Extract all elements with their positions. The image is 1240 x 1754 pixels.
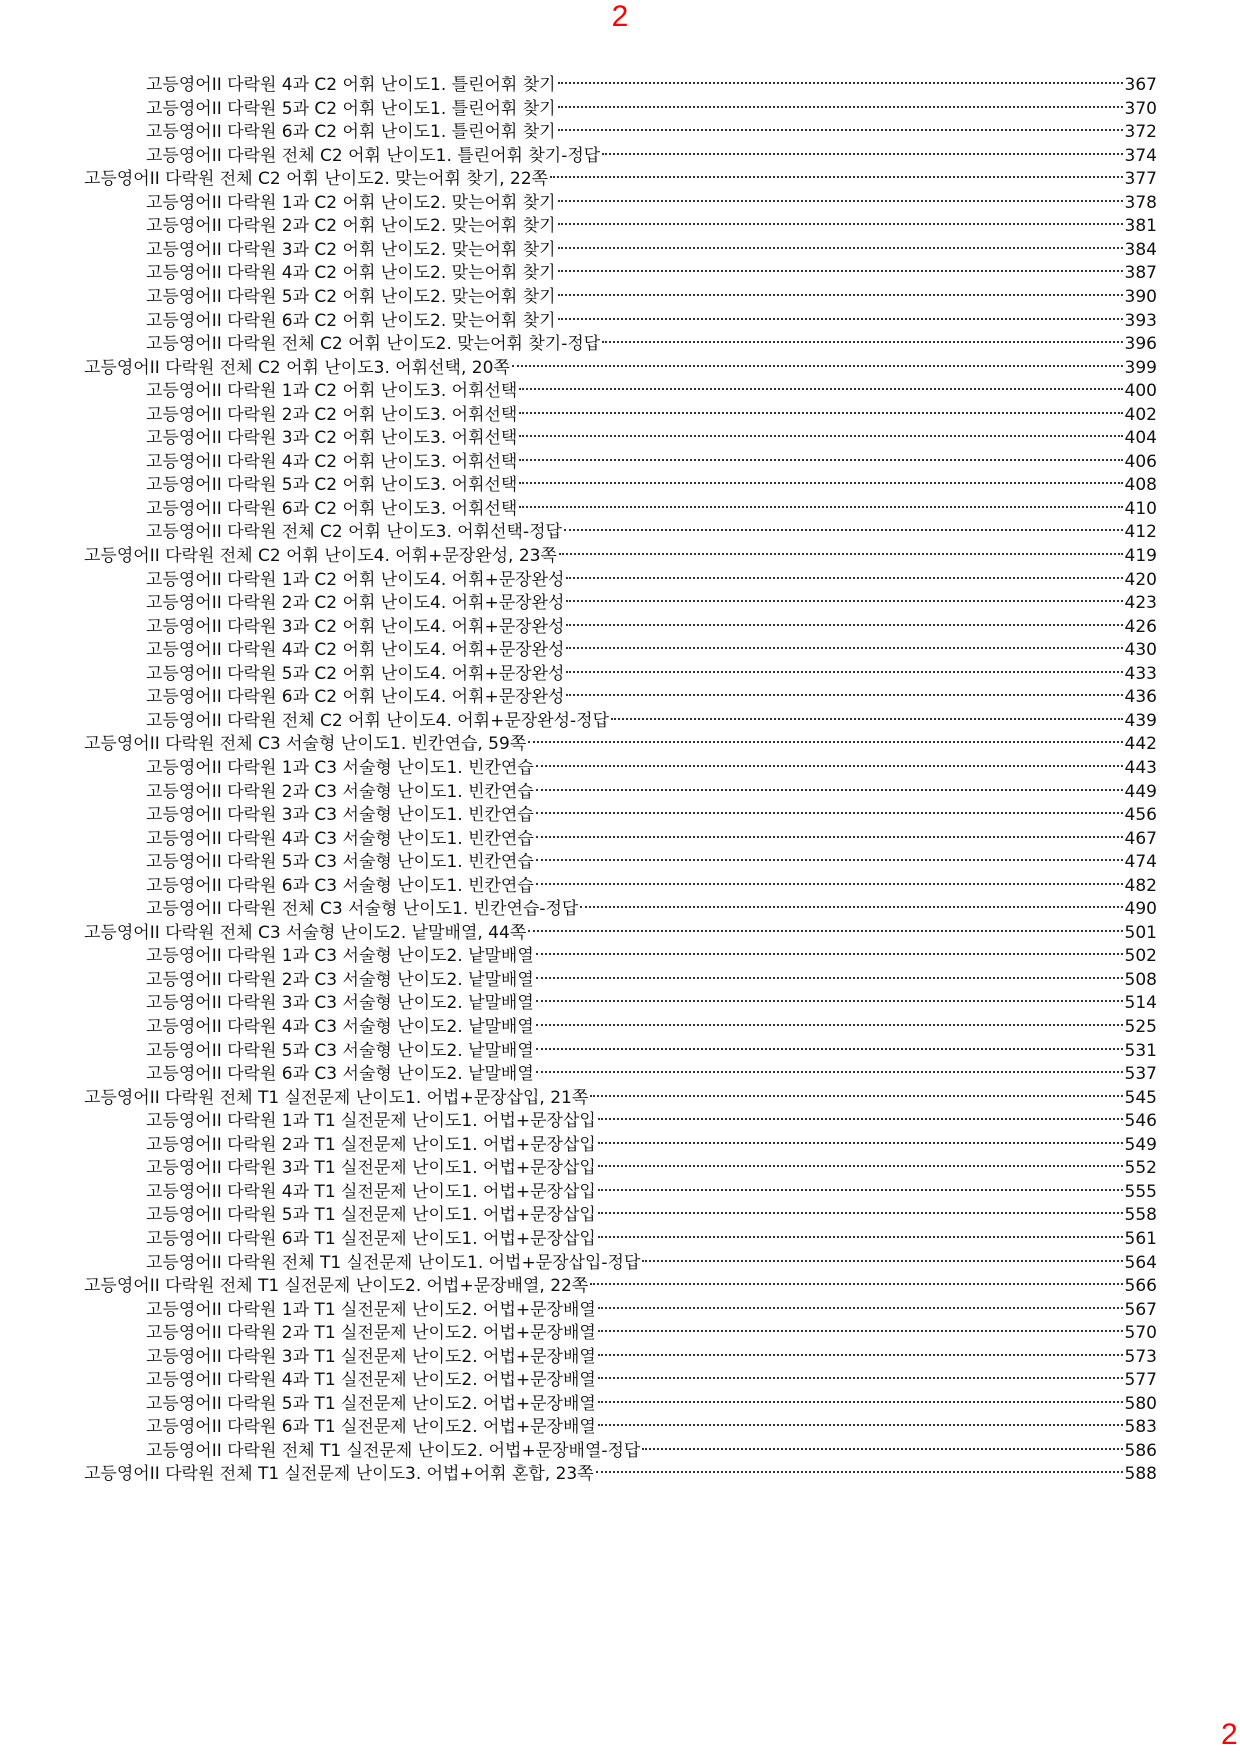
toc-entry[interactable] <box>146 779 1157 805</box>
toc-entry-title: 고등영어II 다락원 전체 C2 어휘 난이도1. 틀린어휘 찾기-정답 <box>146 145 601 166</box>
toc-entry-page-number: 564 <box>1124 1252 1157 1273</box>
toc-entry[interactable] <box>84 1461 1157 1487</box>
toc-entry[interactable] <box>146 826 1157 852</box>
toc-entry-page-number: 456 <box>1124 805 1157 826</box>
toc-entry-title: 고등영어II 다락원 5과 C3 서술형 난이도1. 빈칸연습 <box>146 852 534 873</box>
toc-entry[interactable] <box>146 378 1157 404</box>
toc-entry-title: 고등영어II 다락원 6과 C2 어휘 난이도4. 어휘+문장완성 <box>146 687 565 708</box>
toc-dot-leader <box>558 82 1123 84</box>
toc-entry-page-number: 502 <box>1124 946 1157 967</box>
toc-entry[interactable] <box>146 755 1157 781</box>
toc-entry-page-number: 406 <box>1124 451 1157 472</box>
toc-entry[interactable] <box>146 331 1157 357</box>
toc-entry-page-number: 430 <box>1124 640 1157 661</box>
toc-entry-title: 고등영어II 다락원 전체 T1 실전문제 난이도1. 어법+문장삽입, 21쪽 <box>84 1087 589 1108</box>
toc-entry-title: 고등영어II 다락원 5과 C3 서술형 난이도2. 낱말배열 <box>146 1040 534 1061</box>
toc-dot-leader <box>642 1448 1122 1450</box>
toc-entry-page-number: 400 <box>1124 381 1157 402</box>
toc-entry-page-number: 525 <box>1124 1017 1157 1037</box>
toc-entry[interactable] <box>146 425 1157 451</box>
toc-entry-title: 고등영어II 다락원 5과 C2 어휘 난이도2. 맞는어휘 찾기 <box>146 286 556 307</box>
toc-entry[interactable] <box>146 72 1157 98</box>
toc-entry-page-number: 396 <box>1124 334 1157 355</box>
toc-entry-page-number: 442 <box>1124 734 1157 755</box>
toc-dot-leader <box>598 1354 1123 1356</box>
toc-entry-page-number: 399 <box>1124 357 1157 378</box>
toc-entry[interactable] <box>84 1085 1157 1111</box>
toc-entry[interactable] <box>146 590 1157 616</box>
toc-entry[interactable] <box>146 849 1157 875</box>
toc-dot-leader <box>598 1189 1123 1191</box>
toc-entry-page-number: 367 <box>1124 75 1157 95</box>
toc-entry[interactable] <box>146 1132 1157 1158</box>
toc-entry[interactable] <box>84 355 1157 381</box>
toc-entry-title: 고등영어II 다락원 2과 C2 어휘 난이도4. 어휘+문장완성 <box>146 593 565 614</box>
toc-dot-leader <box>598 1236 1123 1238</box>
toc-entry[interactable] <box>84 920 1157 946</box>
toc-entry-title: 고등영어II 다락원 3과 C2 어휘 난이도3. 어휘선택 <box>146 428 518 449</box>
toc-entry[interactable] <box>146 1297 1157 1323</box>
toc-dot-leader <box>559 553 1123 555</box>
toc-dot-leader <box>558 294 1123 296</box>
toc-entry-page-number: 583 <box>1124 1417 1157 1438</box>
toc-entry-page-number: 573 <box>1124 1346 1157 1367</box>
toc-dot-leader <box>536 836 1123 838</box>
toc-entry[interactable] <box>146 967 1157 993</box>
toc-dot-leader <box>602 341 1122 343</box>
toc-entry-page-number: 423 <box>1124 593 1157 614</box>
toc-entry-page-number: 377 <box>1124 169 1157 190</box>
toc-entry-page-number: 426 <box>1124 616 1157 637</box>
toc-dot-leader <box>519 482 1122 484</box>
toc-entry-title: 고등영어II 다락원 3과 C2 어휘 난이도4. 어휘+문장완성 <box>146 616 565 637</box>
toc-dot-leader <box>596 1471 1123 1473</box>
toc-entry-page-number: 378 <box>1124 192 1157 213</box>
toc-entry-title: 고등영어II 다락원 전체 T1 실전문제 난이도3. 어법+어휘 혼합, 23쪽 <box>84 1464 594 1485</box>
toc-entry-page-number: 390 <box>1124 286 1157 307</box>
toc-entry-page-number: 439 <box>1124 710 1157 731</box>
toc-dot-leader <box>598 1118 1123 1120</box>
toc-entry[interactable] <box>146 614 1157 640</box>
toc-entry[interactable] <box>146 190 1157 216</box>
toc-entry-title: 고등영어II 다락원 2과 C3 서술형 난이도1. 빈칸연습 <box>146 781 534 802</box>
toc-dot-leader <box>536 765 1123 767</box>
toc-entry-title: 고등영어II 다락원 1과 T1 실전문제 난이도1. 어법+문장삽입 <box>146 1111 596 1132</box>
toc-entry-title: 고등영어II 다락원 3과 C3 서술형 난이도1. 빈칸연습 <box>146 805 534 826</box>
toc-entry-title: 고등영어II 다락원 1과 C2 어휘 난이도3. 어휘선택 <box>146 381 518 402</box>
toc-dot-leader <box>536 1071 1123 1073</box>
toc-entry-page-number: 387 <box>1124 263 1157 284</box>
toc-entry[interactable] <box>84 543 1157 569</box>
toc-entry-page-number: 546 <box>1124 1111 1157 1132</box>
toc-entry[interactable] <box>146 990 1157 1016</box>
toc-entry-title: 고등영어II 다락원 2과 C3 서술형 난이도2. 낱말배열 <box>146 969 534 990</box>
toc-entry-title: 고등영어II 다락원 전체 C2 어휘 난이도3. 어휘선택-정답 <box>146 522 562 543</box>
toc-entry[interactable] <box>146 1438 1157 1464</box>
toc-entry-title: 고등영어II 다락원 1과 C2 어휘 난이도2. 맞는어휘 찾기 <box>146 192 556 213</box>
toc-entry-page-number: 501 <box>1124 922 1157 943</box>
toc-dot-leader <box>519 459 1122 461</box>
toc-entry[interactable] <box>146 1226 1157 1252</box>
toc-entry-page-number: 370 <box>1124 98 1157 119</box>
toc-dot-leader <box>598 1212 1123 1214</box>
toc-entry-title: 고등영어II 다락원 1과 T1 실전문제 난이도2. 어법+문장배열 <box>146 1299 596 1320</box>
footer-page-number: 2 <box>1221 1718 1238 1751</box>
toc-entry-title: 고등영어II 다락원 전체 C3 서술형 난이도1. 빈칸연습, 59쪽 <box>84 734 527 755</box>
toc-entry-title: 고등영어II 다락원 4과 C2 어휘 난이도3. 어휘선택 <box>146 451 518 472</box>
toc-entry-title: 고등영어II 다락원 5과 T1 실전문제 난이도1. 어법+문장삽입 <box>146 1205 596 1226</box>
toc-entry-page-number: 433 <box>1124 663 1157 684</box>
toc-entry-title: 고등영어II 다락원 3과 T1 실전문제 난이도1. 어법+문장삽입 <box>146 1158 596 1179</box>
toc-entry-page-number: 412 <box>1124 522 1157 543</box>
toc-dot-leader <box>598 1165 1123 1167</box>
toc-entry-title: 고등영어II 다락원 4과 C2 어휘 난이도2. 맞는어휘 찾기 <box>146 263 556 284</box>
toc-entry[interactable] <box>146 1250 1157 1276</box>
toc-entry-title: 고등영어II 다락원 전체 C3 서술형 난이도2. 낱말배열, 44쪽 <box>84 922 527 943</box>
toc-entry-page-number: 555 <box>1124 1181 1157 1202</box>
toc-dot-leader <box>519 412 1122 414</box>
toc-dot-leader <box>550 176 1122 178</box>
toc-entry[interactable] <box>146 1344 1157 1370</box>
toc-entry[interactable] <box>146 637 1157 663</box>
toc-entry-page-number: 580 <box>1124 1393 1157 1414</box>
toc-entry[interactable] <box>84 1273 1157 1299</box>
toc-entry-title: 고등영어II 다락원 6과 C3 서술형 난이도1. 빈칸연습 <box>146 875 534 896</box>
toc-entry-title: 고등영어II 다락원 4과 C3 서술형 난이도2. 낱말배열 <box>146 1017 534 1037</box>
toc-dot-leader <box>536 953 1123 955</box>
toc-entry[interactable] <box>84 731 1157 757</box>
toc-entry-page-number: 490 <box>1124 899 1157 920</box>
toc-dot-leader <box>558 270 1123 272</box>
toc-dot-leader <box>536 1048 1123 1050</box>
toc-entry-page-number: 482 <box>1124 875 1157 896</box>
toc-entry-page-number: 566 <box>1124 1276 1157 1297</box>
toc-entry-page-number: 419 <box>1124 546 1157 566</box>
toc-entry-title: 고등영어II 다락원 1과 C3 서술형 난이도2. 낱말배열 <box>146 946 534 967</box>
toc-dot-leader <box>558 106 1123 108</box>
header-page-number: 2 <box>611 0 629 33</box>
toc-entry-page-number: 570 <box>1124 1323 1157 1344</box>
toc-dot-leader <box>642 1260 1122 1262</box>
toc-entry[interactable] <box>146 284 1157 310</box>
toc-entry[interactable] <box>146 1320 1157 1346</box>
toc-entry[interactable] <box>146 873 1157 899</box>
toc-dot-leader <box>558 223 1123 225</box>
toc-entry[interactable] <box>146 1108 1157 1134</box>
toc-entry-title: 고등영어II 다락원 4과 C2 어휘 난이도1. 틀린어휘 찾기 <box>146 75 556 95</box>
toc-dot-leader <box>528 741 1122 743</box>
toc-entry-page-number: 558 <box>1124 1205 1157 1226</box>
toc-entry[interactable] <box>146 684 1157 710</box>
toc-entry-title: 고등영어II 다락원 5과 C2 어휘 난이도3. 어휘선택 <box>146 475 518 496</box>
toc-dot-leader <box>566 647 1122 649</box>
toc-dot-leader <box>536 812 1123 814</box>
toc-entry-page-number: 474 <box>1124 852 1157 873</box>
toc-entry-title: 고등영어II 다락원 전체 T1 실전문제 난이도2. 어법+문장배열, 22쪽 <box>84 1276 589 1297</box>
toc-entry-page-number: 381 <box>1124 216 1157 237</box>
toc-entry[interactable] <box>146 1038 1157 1064</box>
toc-entry-page-number: 561 <box>1124 1228 1157 1249</box>
toc-entry-page-number: 531 <box>1124 1040 1157 1061</box>
toc-entry-title: 고등영어II 다락원 3과 T1 실전문제 난이도2. 어법+문장배열 <box>146 1346 596 1367</box>
toc-entry[interactable] <box>146 1367 1157 1393</box>
toc-entry-page-number: 384 <box>1124 239 1157 260</box>
toc-entry[interactable] <box>146 896 1157 922</box>
toc-entry-page-number: 449 <box>1124 781 1157 802</box>
toc-entry-title: 고등영어II 다락원 전체 T1 실전문제 난이도2. 어법+문장배열-정답 <box>146 1440 641 1461</box>
toc-entry-page-number: 567 <box>1124 1299 1157 1320</box>
toc-dot-leader <box>512 365 1123 367</box>
toc-entry-page-number: 514 <box>1124 993 1157 1014</box>
toc-dot-leader <box>566 671 1122 673</box>
toc-entry-title: 고등영어II 다락원 4과 T1 실전문제 난이도2. 어법+문장배열 <box>146 1370 596 1391</box>
toc-entry-title: 고등영어II 다락원 전체 T1 실전문제 난이도1. 어법+문장삽입-정답 <box>146 1252 641 1273</box>
toc-entry-title: 고등영어II 다락원 전체 C3 서술형 난이도1. 빈칸연습-정답 <box>146 899 579 920</box>
toc-entry-page-number: 537 <box>1124 1064 1157 1085</box>
toc-entry-page-number: 402 <box>1124 404 1157 425</box>
toc-entry-page-number: 549 <box>1124 1134 1157 1155</box>
toc-entry-page-number: 372 <box>1124 122 1157 143</box>
toc-entry-page-number: 410 <box>1124 498 1157 519</box>
toc-entry[interactable] <box>146 308 1157 334</box>
toc-entry-title: 고등영어II 다락원 3과 C3 서술형 난이도2. 낱말배열 <box>146 993 534 1014</box>
toc-dot-leader <box>602 153 1122 155</box>
toc-dot-leader <box>598 1142 1123 1144</box>
toc-entry-page-number: 552 <box>1124 1158 1157 1179</box>
toc-entry[interactable] <box>146 1179 1157 1205</box>
toc-entry-title: 고등영어II 다락원 4과 C2 어휘 난이도4. 어휘+문장완성 <box>146 640 565 661</box>
toc-entry[interactable] <box>146 519 1157 545</box>
toc-dot-leader <box>566 577 1122 579</box>
toc-dot-leader <box>536 789 1123 791</box>
toc-dot-leader <box>528 930 1122 932</box>
toc-entry-title: 고등영어II 다락원 2과 T1 실전문제 난이도1. 어법+문장삽입 <box>146 1134 596 1155</box>
toc-entry-title: 고등영어II 다락원 1과 C2 어휘 난이도4. 어휘+문장완성 <box>146 569 565 590</box>
toc-entry-title: 고등영어II 다락원 전체 C2 어휘 난이도2. 맞는어휘 찾기, 22쪽 <box>84 169 549 190</box>
toc-entry[interactable] <box>146 260 1157 286</box>
toc-entry[interactable] <box>146 1155 1157 1181</box>
toc-entry[interactable] <box>146 402 1157 428</box>
toc-entry-page-number: 588 <box>1124 1464 1157 1485</box>
toc-dot-leader <box>536 1000 1123 1002</box>
toc-entry-title: 고등영어II 다락원 6과 C2 어휘 난이도1. 틀린어휘 찾기 <box>146 122 556 143</box>
toc-entry-title: 고등영어II 다락원 6과 C3 서술형 난이도2. 낱말배열 <box>146 1064 534 1085</box>
toc-entry-title: 고등영어II 다락원 6과 C2 어휘 난이도3. 어휘선택 <box>146 498 518 519</box>
toc-entry[interactable] <box>146 708 1157 734</box>
toc-entry-title: 고등영어II 다락원 2과 C2 어휘 난이도2. 맞는어휘 찾기 <box>146 216 556 237</box>
toc-entry-page-number: 545 <box>1124 1087 1157 1108</box>
toc-entry[interactable] <box>146 943 1157 969</box>
toc-dot-leader <box>564 529 1123 531</box>
toc-entry[interactable] <box>84 166 1157 192</box>
toc-entry[interactable] <box>146 802 1157 828</box>
toc-dot-leader <box>580 906 1122 908</box>
toc-dot-leader <box>590 1095 1122 1097</box>
toc-entry-page-number: 408 <box>1124 475 1157 496</box>
toc-entry-title: 고등영어II 다락원 5과 C2 어휘 난이도4. 어휘+문장완성 <box>146 663 565 684</box>
toc-entry-page-number: 577 <box>1124 1370 1157 1391</box>
toc-entry-title: 고등영어II 다락원 전체 C2 어휘 난이도4. 어휘+문장완성-정답 <box>146 710 610 731</box>
toc-entry[interactable] <box>146 119 1157 145</box>
toc-dot-leader <box>590 1283 1122 1285</box>
toc-entry-page-number: 404 <box>1124 428 1157 449</box>
toc-entry[interactable] <box>146 1414 1157 1440</box>
toc-entry-title: 고등영어II 다락원 2과 T1 실전문제 난이도2. 어법+문장배열 <box>146 1323 596 1344</box>
toc-entry-title: 고등영어II 다락원 6과 C2 어휘 난이도2. 맞는어휘 찾기 <box>146 310 556 331</box>
toc-entry-title: 고등영어II 다락원 3과 C2 어휘 난이도2. 맞는어휘 찾기 <box>146 239 556 260</box>
toc-entry[interactable] <box>146 237 1157 263</box>
toc-dot-leader <box>519 435 1122 437</box>
toc-dot-leader <box>598 1424 1123 1426</box>
toc-dot-leader <box>558 129 1123 131</box>
toc-dot-leader <box>536 1024 1123 1026</box>
toc-dot-leader <box>566 694 1122 696</box>
toc-entry[interactable] <box>146 661 1157 687</box>
toc-entry-page-number: 393 <box>1124 310 1157 331</box>
toc-entry-title: 고등영어II 다락원 6과 T1 실전문제 난이도1. 어법+문장삽입 <box>146 1228 596 1249</box>
toc-entry[interactable] <box>146 96 1157 122</box>
toc-entry-title: 고등영어II 다락원 전체 C2 어휘 난이도3. 어휘선택, 20쪽 <box>84 357 510 378</box>
toc-entry[interactable] <box>146 1061 1157 1087</box>
toc-entry[interactable] <box>146 1202 1157 1228</box>
toc-dot-leader <box>558 318 1123 320</box>
toc-entry-title: 고등영어II 다락원 6과 T1 실전문제 난이도2. 어법+문장배열 <box>146 1417 596 1438</box>
toc-entry-title: 고등영어II 다락원 1과 C3 서술형 난이도1. 빈칸연습 <box>146 757 534 778</box>
toc-entry[interactable] <box>146 449 1157 475</box>
toc-dot-leader <box>536 977 1123 979</box>
toc-dot-leader <box>611 718 1123 720</box>
toc-dot-leader <box>598 1330 1123 1332</box>
toc-entry[interactable] <box>146 1391 1157 1417</box>
toc-entry-page-number: 420 <box>1124 569 1157 590</box>
toc-dot-leader <box>558 247 1123 249</box>
toc-entry[interactable] <box>146 213 1157 239</box>
toc-entry-page-number: 374 <box>1124 145 1157 166</box>
toc-dot-leader <box>598 1377 1123 1379</box>
toc-dot-leader <box>566 600 1122 602</box>
toc-dot-leader <box>536 859 1123 861</box>
toc-entry-page-number: 508 <box>1124 969 1157 990</box>
toc-entry-title: 고등영어II 다락원 전체 C2 어휘 난이도4. 어휘+문장완성, 23쪽 <box>84 546 557 566</box>
toc-entry-title: 고등영어II 다락원 4과 T1 실전문제 난이도1. 어법+문장삽입 <box>146 1181 596 1202</box>
toc-entry[interactable] <box>146 143 1157 169</box>
toc-entry-title: 고등영어II 다락원 2과 C2 어휘 난이도3. 어휘선택 <box>146 404 518 425</box>
toc-dot-leader <box>598 1401 1123 1403</box>
toc-dot-leader <box>558 200 1123 202</box>
toc-entry[interactable] <box>146 496 1157 522</box>
toc-entry-page-number: 586 <box>1124 1440 1157 1461</box>
toc-dot-leader <box>519 388 1122 390</box>
toc-dot-leader <box>519 506 1122 508</box>
toc-dot-leader <box>566 624 1122 626</box>
toc-entry-title: 고등영어II 다락원 전체 C2 어휘 난이도2. 맞는어휘 찾기-정답 <box>146 334 601 355</box>
toc-dot-leader <box>536 883 1123 885</box>
toc-entry-title: 고등영어II 다락원 5과 T1 실전문제 난이도2. 어법+문장배열 <box>146 1393 596 1414</box>
toc-dot-leader <box>598 1307 1123 1309</box>
toc-entry-page-number: 467 <box>1124 828 1157 849</box>
toc-entry-title: 고등영어II 다락원 5과 C2 어휘 난이도1. 틀린어휘 찾기 <box>146 98 556 119</box>
toc-entry-page-number: 436 <box>1124 687 1157 708</box>
toc-entry-title: 고등영어II 다락원 4과 C3 서술형 난이도1. 빈칸연습 <box>146 828 534 849</box>
toc-entry[interactable] <box>146 567 1157 593</box>
toc-entry[interactable] <box>146 1014 1157 1040</box>
toc-entry[interactable] <box>146 472 1157 498</box>
toc-entry-page-number: 443 <box>1124 757 1157 778</box>
